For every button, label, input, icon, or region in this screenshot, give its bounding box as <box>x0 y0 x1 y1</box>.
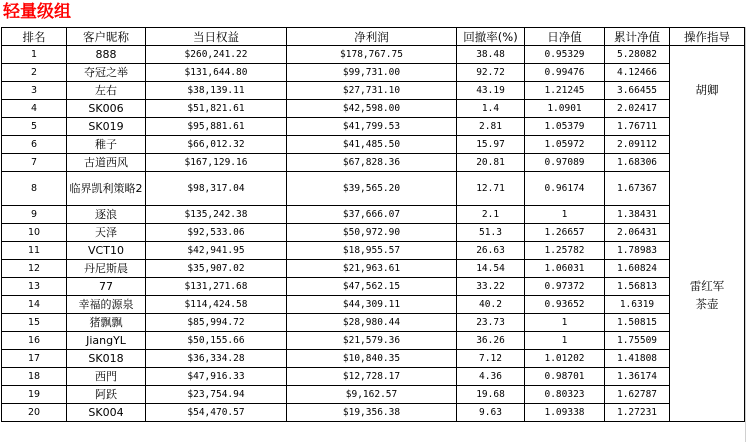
cell-drawdown[interactable]: 51.3 <box>457 224 525 242</box>
cell-daily-nav[interactable]: 1 <box>525 206 605 224</box>
cell-guidance[interactable] <box>670 64 745 82</box>
cell-net-profit[interactable]: $19,356.38 <box>287 404 457 422</box>
cell-rank[interactable]: 5 <box>2 118 67 136</box>
cell-cumulative-nav[interactable]: 4.12466 <box>605 64 670 82</box>
cell-rank[interactable]: 9 <box>2 206 67 224</box>
cell-drawdown[interactable]: 26.63 <box>457 242 525 260</box>
cell-daily-nav[interactable]: 0.80323 <box>525 386 605 404</box>
cell-cumulative-nav[interactable]: 1.76711 <box>605 118 670 136</box>
cell-net-profit[interactable]: $10,840.35 <box>287 350 457 368</box>
cell-drawdown[interactable]: 23.73 <box>457 314 525 332</box>
cell-daily-nav[interactable]: 1 <box>525 332 605 350</box>
cell-guidance[interactable] <box>670 242 745 260</box>
cell-cumulative-nav[interactable]: 1.27231 <box>605 404 670 422</box>
cell-drawdown[interactable]: 20.81 <box>457 154 525 172</box>
cell-equity[interactable]: $95,881.61 <box>146 118 287 136</box>
cell-daily-nav[interactable]: 0.95329 <box>525 46 605 64</box>
cell-equity[interactable]: $38,139.11 <box>146 82 287 100</box>
cell-net-profit[interactable]: $99,731.00 <box>287 64 457 82</box>
cell-rank[interactable]: 12 <box>2 260 67 278</box>
table-row <box>2 278 745 296</box>
cell-nickname[interactable]: 逐浪 <box>67 206 146 224</box>
cell-daily-nav[interactable]: 0.97372 <box>525 278 605 296</box>
cell-nickname[interactable]: 西門 <box>67 368 146 386</box>
cell-drawdown[interactable]: 7.12 <box>457 350 525 368</box>
cell-equity[interactable]: $50,155.66 <box>146 332 287 350</box>
cell-daily-nav[interactable]: 1.06031 <box>525 260 605 278</box>
cell-nickname[interactable]: VCT10 <box>67 242 146 260</box>
cell-equity[interactable]: $36,334.28 <box>146 350 287 368</box>
table-row <box>2 368 745 386</box>
cell-drawdown[interactable]: 14.54 <box>457 260 525 278</box>
cell-net-profit[interactable]: $21,963.61 <box>287 260 457 278</box>
cell-drawdown[interactable]: 38.48 <box>457 46 525 64</box>
cell-net-profit[interactable]: $178,767.75 <box>287 46 457 64</box>
cell-net-profit[interactable]: $9,162.57 <box>287 386 457 404</box>
cell-equity[interactable]: $66,012.32 <box>146 136 287 154</box>
cell-nickname[interactable]: SK018 <box>67 350 146 368</box>
cell-equity[interactable]: $260,241.22 <box>146 46 287 64</box>
cell-net-profit[interactable]: $41,799.53 <box>287 118 457 136</box>
cell-equity[interactable]: $135,242.38 <box>146 206 287 224</box>
cell-guidance[interactable] <box>670 100 745 118</box>
table-row <box>2 224 745 242</box>
cell-guidance[interactable] <box>670 206 745 224</box>
cell-cumulative-nav[interactable]: 1.38431 <box>605 206 670 224</box>
cell-rank[interactable]: 18 <box>2 368 67 386</box>
cell-daily-nav[interactable]: 0.97089 <box>525 154 605 172</box>
cell-guidance[interactable]: 雷红军 <box>670 278 745 296</box>
cell-drawdown[interactable]: 92.72 <box>457 64 525 82</box>
cell-nickname[interactable]: 古道西风 <box>67 154 146 172</box>
cell-rank[interactable]: 10 <box>2 224 67 242</box>
cell-guidance[interactable] <box>670 368 745 386</box>
cell-rank[interactable]: 14 <box>2 296 67 314</box>
cell-rank[interactable]: 4 <box>2 100 67 118</box>
table-row <box>2 118 745 136</box>
cell-daily-nav[interactable]: 1.0901 <box>525 100 605 118</box>
table-row <box>2 386 745 404</box>
cell-nickname[interactable]: 左右 <box>67 82 146 100</box>
cell-guidance[interactable] <box>670 172 745 206</box>
cell-equity[interactable]: $167,129.16 <box>146 154 287 172</box>
cell-net-profit[interactable]: $12,728.17 <box>287 368 457 386</box>
cell-daily-nav[interactable]: 0.93652 <box>525 296 605 314</box>
cell-drawdown[interactable]: 2.1 <box>457 206 525 224</box>
cell-rank[interactable]: 7 <box>2 154 67 172</box>
header-daily-nav[interactable]: 日净值 <box>525 28 605 46</box>
table-row <box>2 206 745 224</box>
cell-daily-nav[interactable]: 1.05379 <box>525 118 605 136</box>
cell-daily-nav[interactable]: 1 <box>525 314 605 332</box>
cell-equity[interactable]: $85,994.72 <box>146 314 287 332</box>
table-row <box>2 350 745 368</box>
cell-cumulative-nav[interactable]: 1.41808 <box>605 350 670 368</box>
cell-cumulative-nav[interactable]: 1.62787 <box>605 386 670 404</box>
cell-drawdown[interactable]: 2.81 <box>457 118 525 136</box>
table-row <box>2 172 745 206</box>
cell-guidance[interactable] <box>670 118 745 136</box>
cell-rank[interactable]: 2 <box>2 64 67 82</box>
cell-cumulative-nav[interactable]: 1.50815 <box>605 314 670 332</box>
cell-daily-nav[interactable]: 1.25782 <box>525 242 605 260</box>
cell-nickname[interactable]: 888 <box>67 46 146 64</box>
cell-nickname[interactable]: 临界凯利策略2 <box>67 172 146 206</box>
cell-drawdown[interactable]: 43.19 <box>457 82 525 100</box>
cell-daily-nav[interactable]: 1.05972 <box>525 136 605 154</box>
cell-rank[interactable]: 16 <box>2 332 67 350</box>
cell-guidance[interactable] <box>670 260 745 278</box>
cell-equity[interactable]: $51,821.61 <box>146 100 287 118</box>
cell-net-profit[interactable]: $44,309.11 <box>287 296 457 314</box>
cell-net-profit[interactable]: $39,565.20 <box>287 172 457 206</box>
table-body <box>2 46 745 422</box>
table-row <box>2 64 745 82</box>
cell-cumulative-nav[interactable]: 2.06431 <box>605 224 670 242</box>
cell-equity[interactable]: $42,941.95 <box>146 242 287 260</box>
cell-equity[interactable]: $131,644.80 <box>146 64 287 82</box>
cell-daily-nav[interactable]: 1.26657 <box>525 224 605 242</box>
table-row <box>2 260 745 278</box>
ranking-table <box>1 27 745 422</box>
cell-net-profit[interactable]: $50,972.90 <box>287 224 457 242</box>
cell-cumulative-nav[interactable]: 2.09112 <box>605 136 670 154</box>
cell-nickname[interactable]: 77 <box>67 278 146 296</box>
header-guidance[interactable]: 操作指导 <box>670 28 745 46</box>
cell-rank[interactable]: 15 <box>2 314 67 332</box>
cell-nickname[interactable]: JiangYL <box>67 332 146 350</box>
cell-guidance[interactable] <box>670 154 745 172</box>
cell-drawdown[interactable]: 36.26 <box>457 332 525 350</box>
cell-net-profit[interactable]: $28,980.44 <box>287 314 457 332</box>
header-row <box>2 28 745 46</box>
cell-rank[interactable]: 17 <box>2 350 67 368</box>
cell-net-profit[interactable]: $27,731.10 <box>287 82 457 100</box>
cell-guidance[interactable] <box>670 350 745 368</box>
cell-equity[interactable]: $98,317.04 <box>146 172 287 206</box>
cell-rank[interactable]: 11 <box>2 242 67 260</box>
cell-cumulative-nav[interactable]: 1.67367 <box>605 172 670 206</box>
table-row <box>2 136 745 154</box>
cell-drawdown[interactable]: 15.97 <box>457 136 525 154</box>
cell-nickname[interactable]: 幸福的源泉 <box>67 296 146 314</box>
table-row <box>2 332 745 350</box>
cell-cumulative-nav[interactable]: 1.56813 <box>605 278 670 296</box>
table-row <box>2 154 745 172</box>
cell-nickname[interactable]: 稚子 <box>67 136 146 154</box>
cell-cumulative-nav[interactable]: 1.68306 <box>605 154 670 172</box>
cell-guidance[interactable] <box>670 314 745 332</box>
cell-daily-nav[interactable]: 1.01202 <box>525 350 605 368</box>
cell-nickname[interactable]: SK004 <box>67 404 146 422</box>
cell-rank[interactable]: 3 <box>2 82 67 100</box>
cell-nickname[interactable]: 天泽 <box>67 224 146 242</box>
cell-equity[interactable]: $47,916.33 <box>146 368 287 386</box>
cell-cumulative-nav[interactable]: 1.60824 <box>605 260 670 278</box>
header-net-profit[interactable]: 净利润 <box>287 28 457 46</box>
cell-drawdown[interactable]: 12.71 <box>457 172 525 206</box>
cell-daily-nav[interactable]: 0.98701 <box>525 368 605 386</box>
cell-cumulative-nav[interactable]: 1.6319 <box>605 296 670 314</box>
cell-guidance[interactable] <box>670 386 745 404</box>
cell-guidance[interactable]: 茶壶 <box>670 296 745 314</box>
cell-net-profit[interactable]: $42,598.00 <box>287 100 457 118</box>
header-rank[interactable]: 排名 <box>2 28 67 46</box>
cell-nickname[interactable]: 猪飘飘 <box>67 314 146 332</box>
cell-net-profit[interactable]: $41,485.50 <box>287 136 457 154</box>
cell-guidance[interactable] <box>670 136 745 154</box>
cell-daily-nav[interactable]: 0.99476 <box>525 64 605 82</box>
header-drawdown[interactable]: 回撤率(%) <box>457 28 525 46</box>
cell-guidance[interactable] <box>670 224 745 242</box>
cell-guidance[interactable] <box>670 332 745 350</box>
cell-drawdown[interactable]: 1.4 <box>457 100 525 118</box>
cell-net-profit[interactable]: $37,666.07 <box>287 206 457 224</box>
cell-cumulative-nav[interactable]: 2.02417 <box>605 100 670 118</box>
cell-drawdown[interactable]: 9.63 <box>457 404 525 422</box>
header-equity[interactable]: 当日权益 <box>146 28 287 46</box>
cell-net-profit[interactable]: $67,828.36 <box>287 154 457 172</box>
cell-rank[interactable]: 13 <box>2 278 67 296</box>
header-cumulative-nav[interactable]: 累计净值 <box>605 28 670 46</box>
cell-net-profit[interactable]: $21,579.36 <box>287 332 457 350</box>
cell-equity[interactable]: $54,470.57 <box>146 404 287 422</box>
cell-equity[interactable]: $92,533.06 <box>146 224 287 242</box>
table-row <box>2 46 745 64</box>
table-row <box>2 82 745 100</box>
cell-rank[interactable]: 20 <box>2 404 67 422</box>
cell-equity[interactable]: $131,271.68 <box>146 278 287 296</box>
header-nickname[interactable]: 客户昵称 <box>67 28 146 46</box>
cell-cumulative-nav[interactable]: 5.28082 <box>605 46 670 64</box>
table-row <box>2 314 745 332</box>
sheet-title: 轻量级组 <box>3 2 71 22</box>
cell-drawdown[interactable]: 4.36 <box>457 368 525 386</box>
table-row <box>2 100 745 118</box>
cell-net-profit[interactable]: $47,562.15 <box>287 278 457 296</box>
cell-equity[interactable]: $114,424.58 <box>146 296 287 314</box>
table-row <box>2 404 745 422</box>
cell-nickname[interactable]: 夺冠之举 <box>67 64 146 82</box>
cell-daily-nav[interactable]: 1.09338 <box>525 404 605 422</box>
table-row <box>2 242 745 260</box>
grid-edge <box>745 27 750 442</box>
cell-drawdown[interactable]: 40.2 <box>457 296 525 314</box>
cell-guidance[interactable] <box>670 46 745 64</box>
cell-daily-nav[interactable]: 1.21245 <box>525 82 605 100</box>
cell-nickname[interactable]: 丹尼斯晨 <box>67 260 146 278</box>
cell-rank[interactable]: 8 <box>2 172 67 206</box>
cell-drawdown[interactable]: 33.22 <box>457 278 525 296</box>
cell-nickname[interactable]: 阿跃 <box>67 386 146 404</box>
cell-daily-nav[interactable]: 0.96174 <box>525 172 605 206</box>
cell-guidance[interactable] <box>670 404 745 422</box>
cell-nickname[interactable]: SK019 <box>67 118 146 136</box>
cell-guidance[interactable]: 胡卿 <box>670 82 745 100</box>
table-row <box>2 296 745 314</box>
cell-rank[interactable]: 1 <box>2 46 67 64</box>
cell-nickname[interactable]: SK006 <box>67 100 146 118</box>
cell-rank[interactable]: 19 <box>2 386 67 404</box>
cell-rank[interactable]: 6 <box>2 136 67 154</box>
cell-cumulative-nav[interactable]: 1.36174 <box>605 368 670 386</box>
cell-cumulative-nav[interactable]: 1.75509 <box>605 332 670 350</box>
cell-equity[interactable]: $35,907.02 <box>146 260 287 278</box>
cell-cumulative-nav[interactable]: 3.66455 <box>605 82 670 100</box>
cell-net-profit[interactable]: $18,955.57 <box>287 242 457 260</box>
cell-drawdown[interactable]: 19.68 <box>457 386 525 404</box>
cell-equity[interactable]: $23,754.94 <box>146 386 287 404</box>
cell-cumulative-nav[interactable]: 1.78983 <box>605 242 670 260</box>
